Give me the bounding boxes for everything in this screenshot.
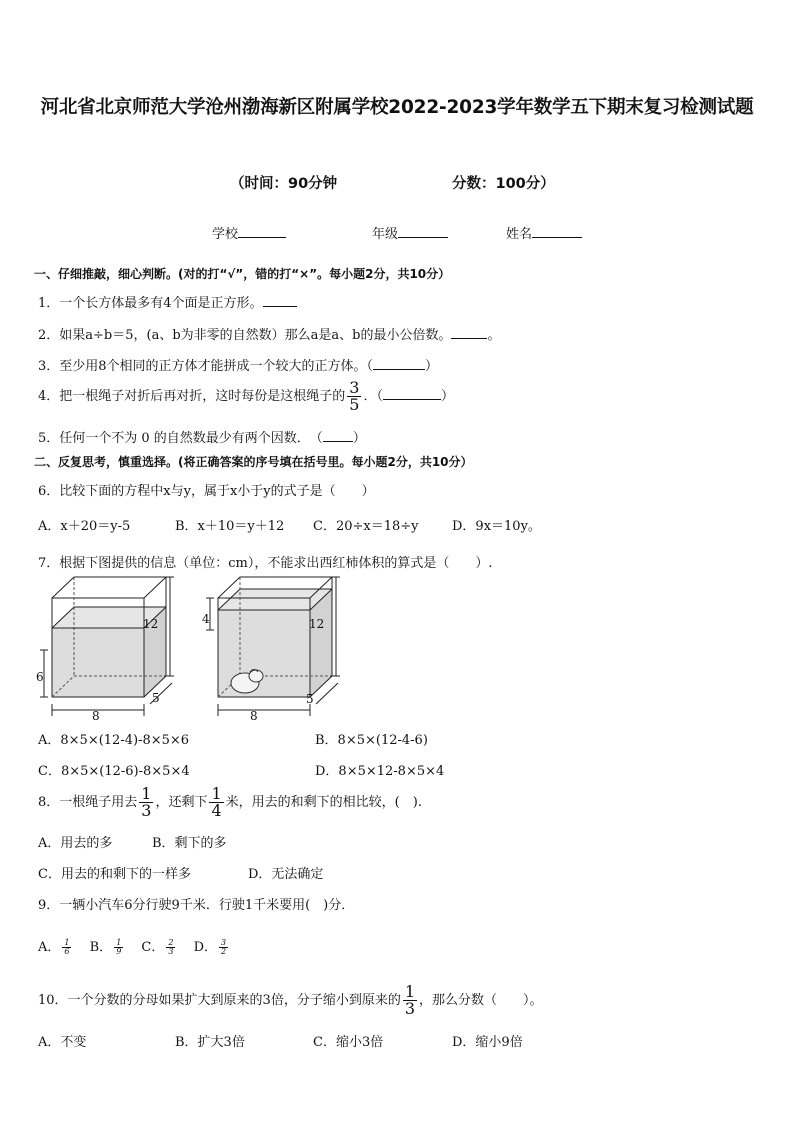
q8-option-a: A．用去的多: [38, 836, 113, 851]
fraction: $\frac{3}{2}$: [221, 938, 227, 956]
q6-option-b: B．x＋10＝y＋12: [175, 519, 285, 534]
grade-field[interactable]: 年级: [372, 223, 448, 242]
question-5: 5．任何一个不为 0 的自然数最少有两个因数． （ ）: [38, 431, 366, 446]
fraction: $\frac{2}{3}$: [168, 938, 174, 956]
q10-option-b: B．扩大3倍: [175, 1035, 245, 1050]
right-height-label: 12: [309, 617, 325, 631]
q10-option-d: D．缩小9倍: [452, 1035, 523, 1050]
q9-options: A． $\frac{1}{6}$ B． $\frac{1}{9}$ C． $\frac{2}{3}$ D． $\frac{3}{2}$: [38, 938, 227, 956]
section1-heading: 一、仔细推敲，细心判断。(对的打“√”，错的打“×”。每小题2分，共10分）: [34, 267, 451, 281]
q10-option-a: A．不变: [38, 1035, 87, 1050]
q6-option-a: A．x＋20＝y-5: [38, 519, 131, 534]
fraction: $\frac{1}{3}$: [404, 982, 416, 1018]
left-water-label: 6: [36, 670, 44, 684]
score-info: 分数：100分）: [452, 176, 555, 192]
school-field[interactable]: 学校: [212, 223, 286, 242]
fraction: $\frac{1}{3}$: [141, 784, 152, 820]
right-depth-label: 5: [306, 692, 314, 706]
q7-option-c: C．8×5×(12-6)-8×5×4: [38, 764, 190, 779]
left-width-label: 8: [92, 709, 100, 722]
question-3: 3．至少用8个相同的正方体才能拼成一个较大的正方体。（ ）: [38, 359, 439, 374]
page-title: 河北省北京师范大学沧州渤海新区附属学校2022-2023学年数学五下期末复习检测试题: [40, 97, 754, 118]
question-1: 1．一个长方体最多有4个面是正方形。: [38, 292, 297, 311]
question-8: 8．一根绳子用去 $\frac{1}{3}$ ，还剩下 $\frac{1}{4}$ 米，用去的和剩下的相比较，( ).: [38, 784, 422, 820]
q6-option-d: D．9x＝10y。: [452, 519, 541, 534]
right-width-label: 8: [250, 709, 258, 722]
fraction: $\frac{1}{6}$: [64, 938, 70, 956]
question-10: 10．一个分数的分母如果扩大到原来的3倍，分子缩小到原来的 $\frac{1}{3}$ ，那么分数（ ）。: [38, 982, 543, 1018]
question-6: 6．比较下面的方程中x与y，属于x小于y的式子是（ ）: [38, 484, 375, 499]
q10-option-c: C．缩小3倍: [313, 1035, 384, 1050]
right-gap-label: 4: [202, 612, 210, 626]
fraction: $\frac{3}{5}$: [349, 378, 360, 414]
left-depth-label: 5: [152, 691, 160, 705]
fraction: $\frac{1}{9}$: [116, 938, 122, 956]
q8-option-d: D．无法确定: [248, 867, 324, 882]
question-2: 2．如果a÷b＝5，(a、b为非零的自然数）那么a是a、b的最小公倍数。 。: [38, 328, 501, 343]
container-figure-right: [200, 570, 340, 722]
question-7: 7．根据下图提供的信息（单位：cm），不能求出西红柿体积的算式是（ ）.: [38, 556, 493, 571]
section2-heading: 二、反复思考，慎重选择。(将正确答案的序号填在括号里。每小题2分，共10分）: [34, 455, 473, 469]
question-4: 4．把一根绳子对折后再对折，这时每份是这根绳子的 $\frac{3}{5}$ ．（ ）: [38, 378, 454, 414]
name-field[interactable]: 姓名: [506, 223, 582, 242]
q8-option-c: C．用去的和剩下的一样多: [38, 867, 191, 882]
q6-option-c: C．20÷x＝18÷y: [313, 519, 419, 534]
left-height-label: 12: [143, 617, 159, 631]
q7-option-b: B．8×5×(12-4-6): [315, 733, 428, 748]
q7-option-d: D．8×5×12-8×5×4: [315, 764, 445, 779]
time-info: （时间：90分钟: [230, 176, 338, 192]
q7-option-a: A．8×5×(12-4)-8×5×6: [38, 733, 190, 748]
q8-option-b: B．剩下的多: [152, 836, 227, 851]
question-9: 9．一辆小汽车6分行驶9千米．行驶1千米要用( )分．: [38, 898, 355, 913]
fraction: $\frac{1}{4}$: [211, 784, 222, 820]
container-figure-left: [34, 570, 174, 722]
